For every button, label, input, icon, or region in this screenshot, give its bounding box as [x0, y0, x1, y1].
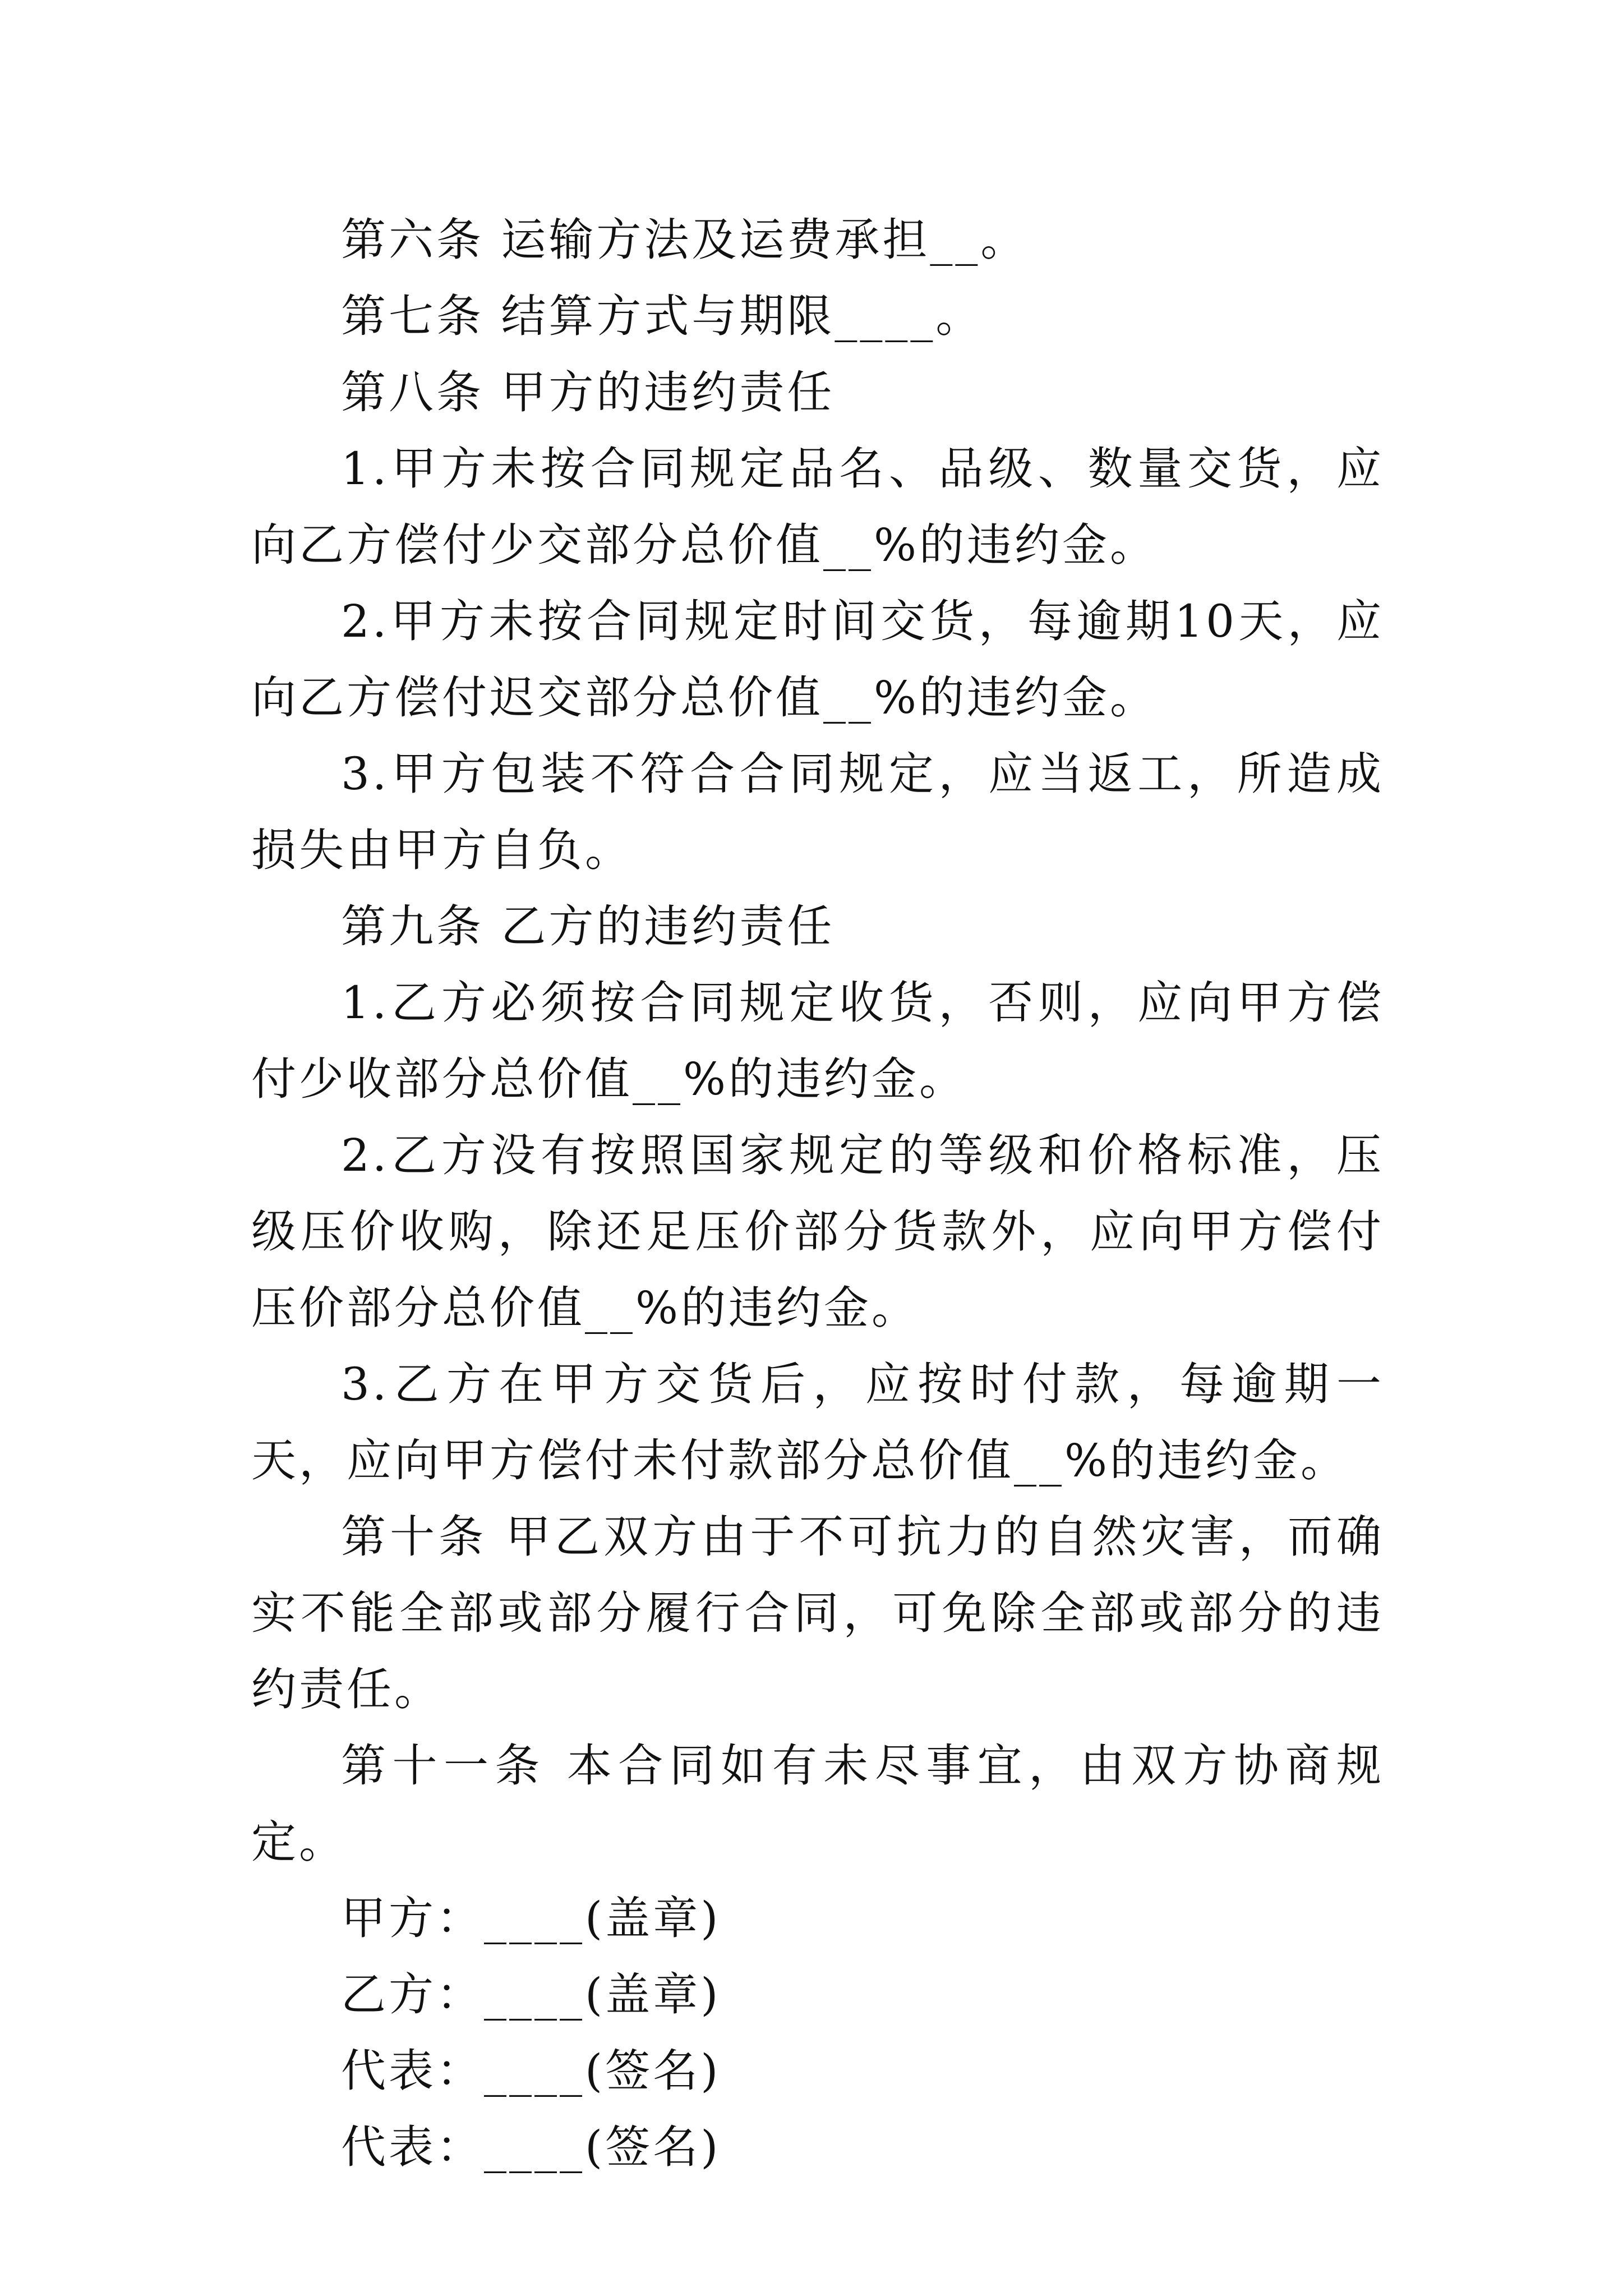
article-11: 第十一条 本合同如有未尽事宜，由双方协商规定。 — [251, 1740, 1384, 1868]
article-8-item-3: 3.甲方包装不符合合同规定，应当返工，所造成损失由甲方自负。 — [251, 748, 1384, 876]
party-a-signature-line: 甲方：____(盖章) — [341, 1892, 721, 1944]
article-8-item-1: 1.甲方未按合同规定品名、品级、数量交货，应向乙方偿付少交部分总价值__%的违约金。 — [251, 443, 1384, 571]
article-10: 第十条 甲乙双方由于不可抗力的自然灾害，而确实不能全部或部分履行合同，可免除全部或部分的违约责任。 — [251, 1511, 1384, 1715]
article-9-item-3: 3.乙方在甲方交货后，应按时付款，每逾期一天，应向甲方偿付未付款部分总价值__%的违约金。 — [251, 1358, 1384, 1487]
article-9-heading: 第九条 乙方的违约责任 — [341, 900, 835, 953]
article-8-item-2: 2.甲方未按合同规定时间交货，每逾期10天，应向乙方偿付迟交部分总价值__%的违约金。 — [251, 595, 1384, 724]
article-7: 第七条 结算方式与期限____。 — [341, 290, 984, 342]
article-9-item-2: 2.乙方没有按照国家规定的等级和价格标准，压级压价收购，除还足压价部分货款外，应向甲方偿付压价部分总价值__%的违约金。 — [251, 1129, 1384, 1334]
representative-signature-line: 代表：____(签名) — [341, 2121, 721, 2173]
party-b-signature-line: 乙方：____(盖章) — [341, 1968, 721, 2021]
article-6: 第六条 运输方法及运费承担__。 — [341, 214, 1029, 266]
article-9-item-1: 1.乙方必须按合同规定收货，否则，应向甲方偿付少收部分总价值__%的违约金。 — [251, 977, 1384, 1105]
representative-signature-line: 代表：____(签名) — [341, 2045, 721, 2097]
article-8-heading: 第八条 甲方的违约责任 — [341, 366, 835, 418]
contract-page — [251, 202, 1384, 2185]
